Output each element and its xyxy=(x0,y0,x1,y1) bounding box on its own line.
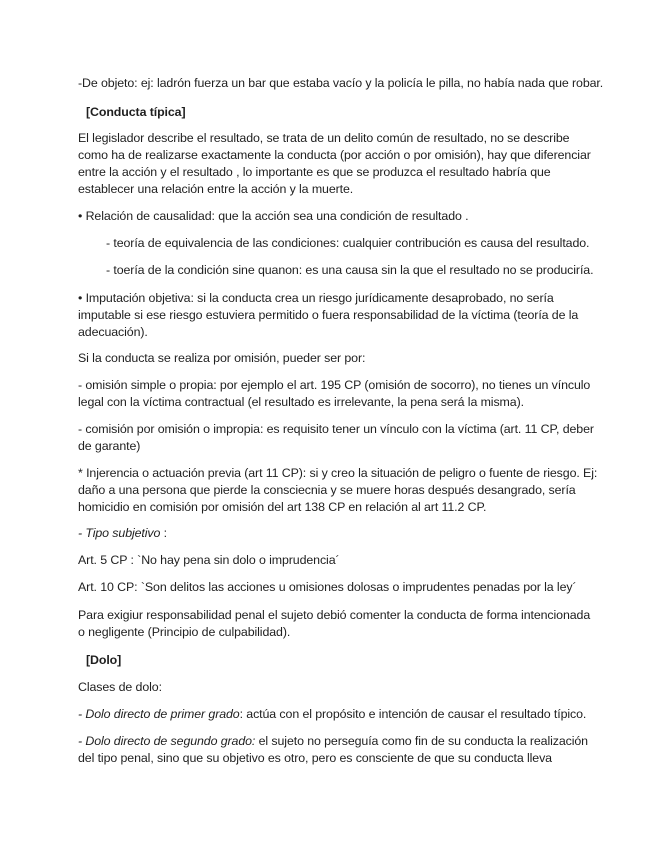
bullet-imputacion-line-2: imputable si ese riesgo estuviera permitido o fuera responsabilidad de la víctima (teoría de la xyxy=(78,308,579,322)
paragraph-injerencia-line-2: daño a una persona que pierde la consciecnia y se muere horas después desangrado, sería xyxy=(78,483,576,497)
paragraph-exigir-line-1: Para exigiur responsabilidad penal el sujeto debió comenter la conducta de forma intencionada xyxy=(78,608,591,622)
heading-dolo: [Dolo] xyxy=(86,653,122,667)
paragraph-de-objeto: -De objeto: ej: ladrón fuerza un bar que estaba vacío y la policía le pilla, no había nada que robar. xyxy=(78,76,604,90)
dolo-segundo-grado-label: - Dolo directo de segundo grado: xyxy=(78,734,256,748)
bullet-imputacion-line-3: adecuación). xyxy=(78,325,148,339)
paragraph-injerencia-line-3: homicidio en comisión por omisión del art 138 CP en relación al art 11.2 CP. xyxy=(78,500,487,514)
paragraph-comision-line-1: - comisión por omisión o impropia: es requisito tener un vínculo con la víctima (art. 11 CP, deber xyxy=(78,422,594,436)
paragraph-legislador-line-3: entre la acción y el resultado , lo importante es que se produzca el resultado habría que xyxy=(78,165,551,179)
tipo-subjetivo-heading xyxy=(78,525,167,542)
paragraph-comision-line-2: de garante) xyxy=(78,439,141,453)
paragraph-omision-simple-line-2: legal con la víctima contractual (el resultado es irrelevante, la pena será la misma). xyxy=(78,395,524,409)
paragraph-clases-dolo: Clases de dolo: xyxy=(78,680,162,694)
dolo-primer-grado-text: : actúa con el propósito e intención de causar el resultado típico. xyxy=(239,707,587,721)
paragraph-exigir-line-2: o negligente (Principio de culpabilidad). xyxy=(78,625,291,639)
paragraph-legislador-line-1: El legislador describe el resultado, se trata de un delito común de resultado, no se describe xyxy=(78,131,570,145)
bullet-relacion-causalidad: • Relación de causalidad: que la acción sea una condición de resultado . xyxy=(78,209,469,223)
dolo-primer-grado-label: - Dolo directo de primer grado xyxy=(78,707,240,721)
tipo-subjetivo-label: - Tipo subjetivo xyxy=(78,526,161,540)
subitem-teoria-equivalencia: - teoría de equivalencia de las condiciones: cualquier contribución es causa del resultado. xyxy=(106,236,590,250)
subitem-teoria-sine-quanon: - toería de la condición sine quanon: es una causa sin la que el resultado no se produciría. xyxy=(106,263,594,277)
paragraph-omision-simple-line-1: - omisión simple o propia: por ejemplo el art. 195 CP (omisión de socorro), no tienes un vínculo xyxy=(78,378,591,392)
paragraph-art-5: Art. 5 CP : `No hay pena sin dolo o imprudencia´ xyxy=(78,553,340,567)
tipo-subjetivo-suffix: : xyxy=(160,526,167,540)
bullet-imputacion-line-1: • Imputación objetiva: si la conducta crea un riesgo jurídicamente desaprobado, no sería xyxy=(78,291,554,305)
dolo-primer-grado xyxy=(78,706,586,723)
dolo-segundo-grado-line-2: del tipo penal, sino que su objetivo es otro, pero es consciente de que su conducta lleva xyxy=(78,751,552,765)
paragraph-art-10: Art. 10 CP: `Son delitos las acciones u omisiones dolosas o imprudentes penadas por la ley´ xyxy=(78,580,577,594)
paragraph-injerencia-line-1: * Injerencia o actuación previa (art 11 CP): si y creo la situación de peligro o fuente de riesgo. Ej: xyxy=(78,466,598,480)
dolo-segundo-grado-line-1 xyxy=(78,733,588,750)
paragraph-omision-intro: Si la conducta se realiza por omisión, pueder ser por: xyxy=(78,351,366,365)
paragraph-legislador-line-2: como ha de realizarse exactamente la conducta (por acción o por omisión), hay que diferenciar xyxy=(78,148,591,162)
dolo-segundo-grado-text: el sujeto no perseguía como fin de su conducta la realización xyxy=(255,734,588,748)
paragraph-legislador-line-4: establecer una relación entre la acción y la muerte. xyxy=(78,182,354,196)
heading-conducta-tipica: [Conducta típica] xyxy=(86,105,186,119)
